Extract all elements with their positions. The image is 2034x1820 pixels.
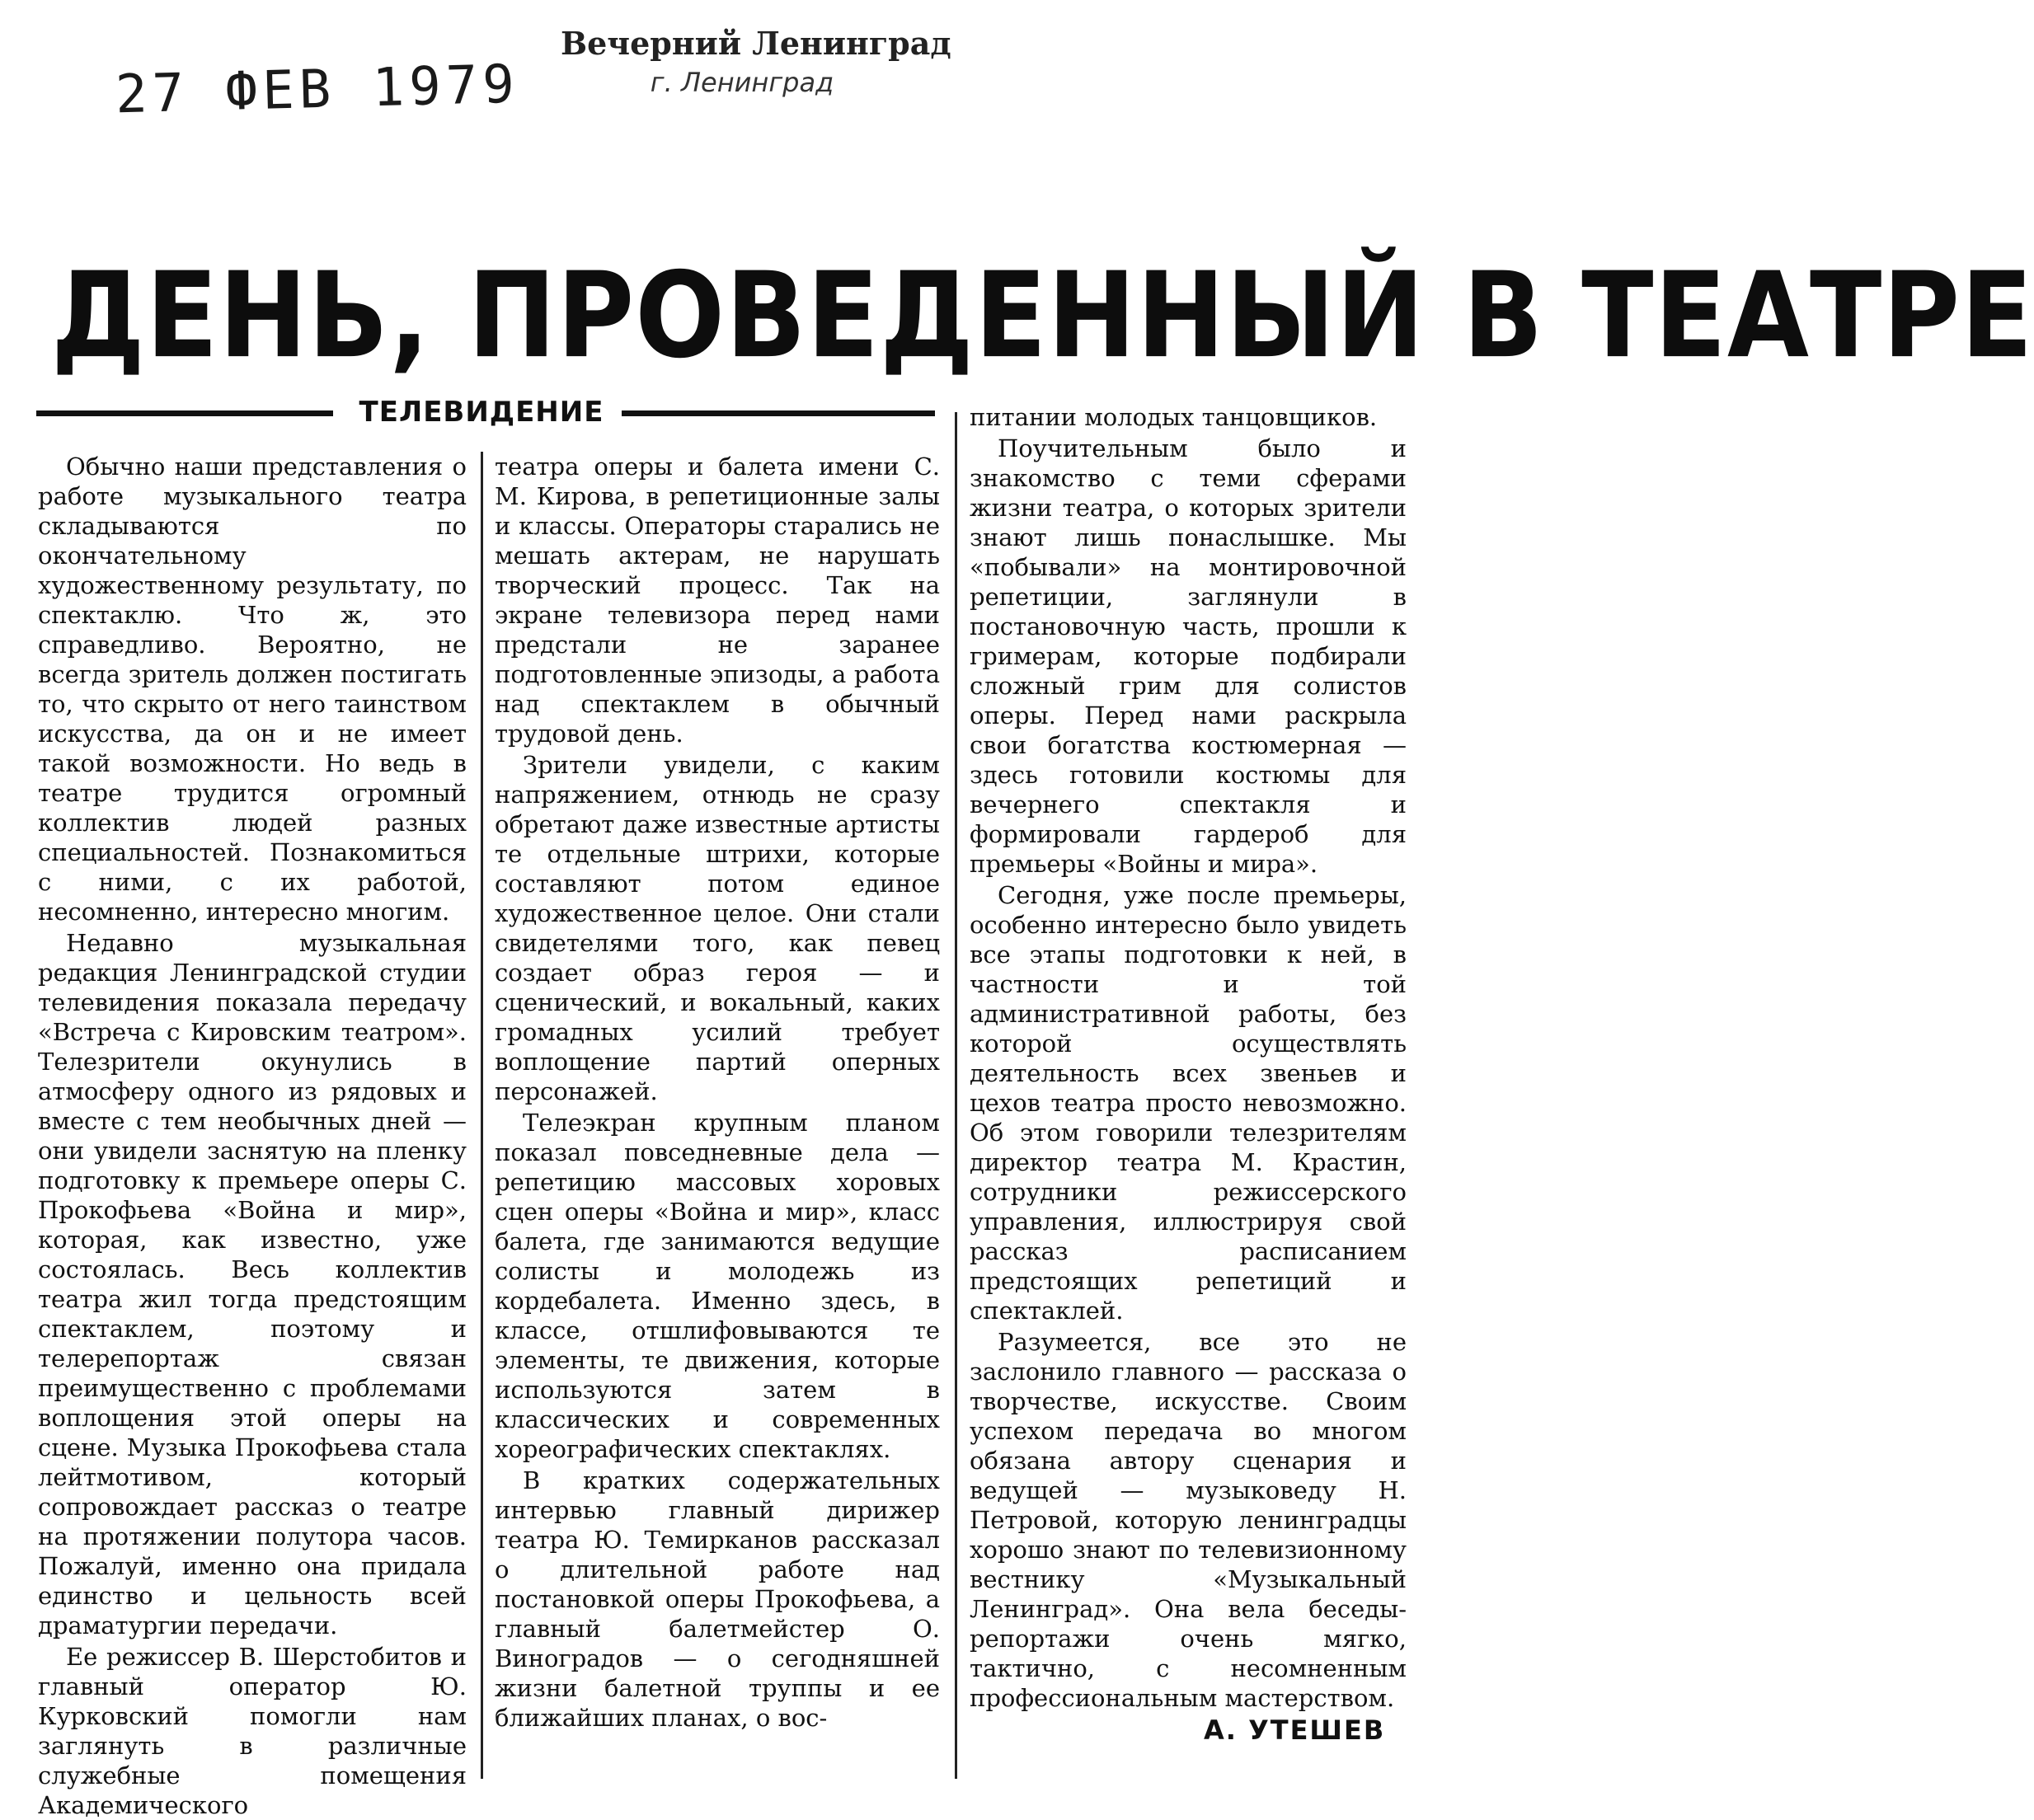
paragraph: Ее режиссер В. Шерстобитов и главный оператор Ю. Курковский помогли нам заглянуть в различные служебные помещения Академического	[38, 1643, 467, 1819]
date-stamp: 27 ФЕВ 1979	[115, 54, 520, 126]
paragraph: Обычно наши представления о работе музыкального театра складываются по окончательному художественному результату, по спектаклю. Что ж, это справедливо. Вероятно, не всегда зритель должен постигать то, что скрыто от него таинством искусства, да он и не имеет такой возможности. Но ведь в театре трудится огромный коллектив людей разных специальностей. Познакомиться с ними, с их работой, несомненно, интересно многим.	[38, 453, 467, 926]
paragraph: Сегодня, уже после премьеры, особенно интересно было увидеть все этапы подготовки к ней, в частности и той административной работы, без которой осуществлять деятельность всех звеньев и цехов театра просто невозможно. Об этом говорили телезрителям директор театра М. Крастин, сотрудники режиссерского управления, иллюстрируя свой рассказ расписанием предстоящих репетиций и спектаклей.	[970, 881, 1407, 1325]
newspaper-city: г. Ленинград	[650, 67, 834, 98]
article-headline: ДЕНЬ, ПРОВЕДЕННЫЙ В ТЕАТРЕ	[51, 247, 2034, 385]
paragraph: Телеэкран крупным планом показал повседневные дела — репетицию массовых хоровых сцен оперы «Война и мир», класс балета, где занимаются ведущие солисты и молодежь из кордебалета. Именно здесь, в классе, отшлифовываются те элементы, те движения, которые используются затем в классических и современных хореографических спектаклях.	[495, 1109, 940, 1463]
newspaper-name: Вечерний Ленинград	[561, 25, 951, 62]
paragraph: Поучительным было и знакомство с теми сферами жизни театра, о которых зрители знают лишь понаслышке. Мы «побывали» на монтировочной репетиции, заглянули в постановочную часть, прошли к гримерам, которые подбирали сложный грим для солистов оперы. Перед нами раскрыла свои богатства костюмерная — здесь готовили костюмы для вечернего спектакля и формировали гардероб для премьеры «Войны и мира».	[970, 434, 1407, 878]
article-column-1	[38, 452, 467, 1820]
rubric-rule-left	[36, 410, 333, 416]
author-signature: А. УТЕШЕВ	[1204, 1714, 1386, 1746]
article-column-2	[495, 452, 940, 1733]
rubric-label: ТЕЛЕВИДЕНИЕ	[359, 396, 604, 429]
rubric-rule-right	[622, 410, 935, 416]
paragraph: Недавно музыкальная редакция Ленинградской студии телевидения показала передачу «Встреча с Кировским театром». Телезрители окунулись в атмосферу одного из рядовых и вместе с тем необычных дней — они увидели заснятую на пленку подготовку к премьере оперы С. Прокофьева «Война и мир», которая, как известно, уже состоялась. Весь коллектив театра жил тогда предстоящим спектаклем, поэтому и телерепортаж связан преимущественно с проблемами воплощения этой оперы на сцене. Музыка Прокофьева стала лейтмотивом, который сопровождает рассказ о театре на протяжении полутора часов. Пожалуй, именно она придала единство и цельность всей драматургии передачи.	[38, 929, 467, 1639]
paragraph: театра оперы и балета имени С. М. Кирова, в репетиционные залы и классы. Операторы старались не мешать актерам, не нарушать творческий процесс. Так на экране телевизора перед нами предстали не заранее подготовленные эпизоды, а работа над спектаклем в обычный трудовой день.	[495, 453, 940, 748]
column-divider	[481, 452, 483, 1779]
paragraph: Разумеется, все это не заслонило главного — рассказа о творчестве, искусстве. Своим успехом передача во многом обязана автору сценария и ведущей — музыковеду Н. Петровой, которую ленинградцы хорошо знают по телевизионному вестнику «Музыкальный Ленинград». Она вела беседы-репортажи очень мягко, тактично, с несомненным профессиональным мастерством.	[970, 1328, 1407, 1712]
paragraph: В кратких содержательных интервью главный дирижер театра Ю. Темирканов рассказал о длительной работе над постановкой оперы Прокофьева, а главный балетмейстер О. Виноградов — о сегодняшней жизни балетной труппы и ее ближайших планах, о вос-	[495, 1466, 940, 1732]
article-column-3	[970, 402, 1407, 1713]
source-block	[561, 25, 951, 98]
column-divider	[955, 412, 957, 1779]
paragraph: Зрители увидели, с каким напряжением, отнюдь не сразу обретают даже известные артисты те отдельные штрихи, которые составляют потом единое художественное целое. Они стали свидетелями того, как певец создает образ героя — и сценический, и вокальный, каких громадных усилий требует воплощение партий оперных персонажей.	[495, 751, 940, 1105]
rubric-bar	[36, 396, 935, 429]
paragraph: питании молодых танцовщиков.	[970, 403, 1378, 431]
